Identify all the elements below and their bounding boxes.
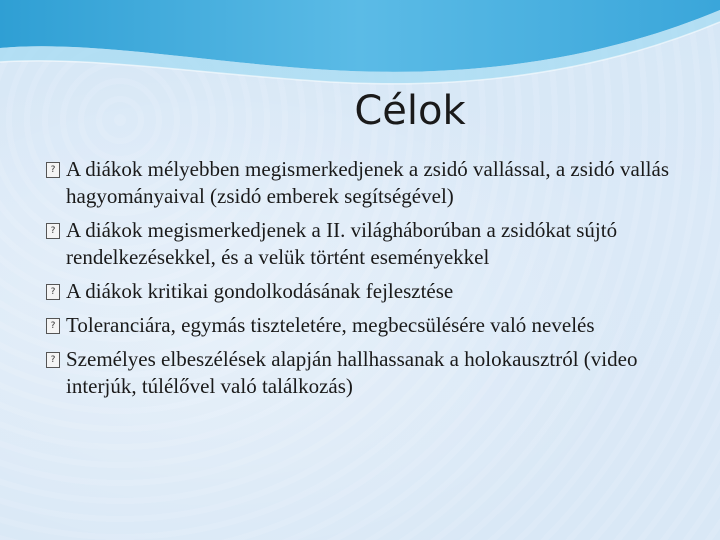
bullet-item: [46, 312, 686, 339]
bullet-item: [46, 217, 686, 271]
bullet-text: A diákok kritikai gondolkodásának fejlesztése: [66, 279, 454, 303]
missing-glyph-box-icon: ?: [46, 352, 60, 368]
bullet-item: [46, 346, 686, 400]
missing-glyph-box-icon: ?: [46, 223, 60, 239]
slide-title: Célok: [354, 88, 466, 134]
bullet-text: A diákok megismerkedjenek a II. világháborúban a zsidókat sújtó rendelkezésekkel, és a velük történt eseményekkel: [66, 218, 618, 269]
bullet-text: A diákok mélyebben megismerkedjenek a zsidó vallással, a zsidó vallás hagyományaival (zsidó emberek segítségével): [66, 157, 669, 208]
bullet-item: [46, 278, 686, 305]
bullet-list: [46, 156, 686, 407]
bullet-text: Toleranciára, egymás tiszteletére, megbecsülésére való nevelés: [66, 313, 595, 337]
header-wave-decoration: [0, 0, 720, 90]
bullet-item: [46, 156, 686, 210]
missing-glyph-box-icon: ?: [46, 284, 60, 300]
bullet-text: Személyes elbeszélések alapján hallhassanak a holokausztról (video interjúk, túlélővel való találkozás): [66, 347, 638, 398]
missing-glyph-box-icon: ?: [46, 318, 60, 334]
missing-glyph-box-icon: ?: [46, 162, 60, 178]
